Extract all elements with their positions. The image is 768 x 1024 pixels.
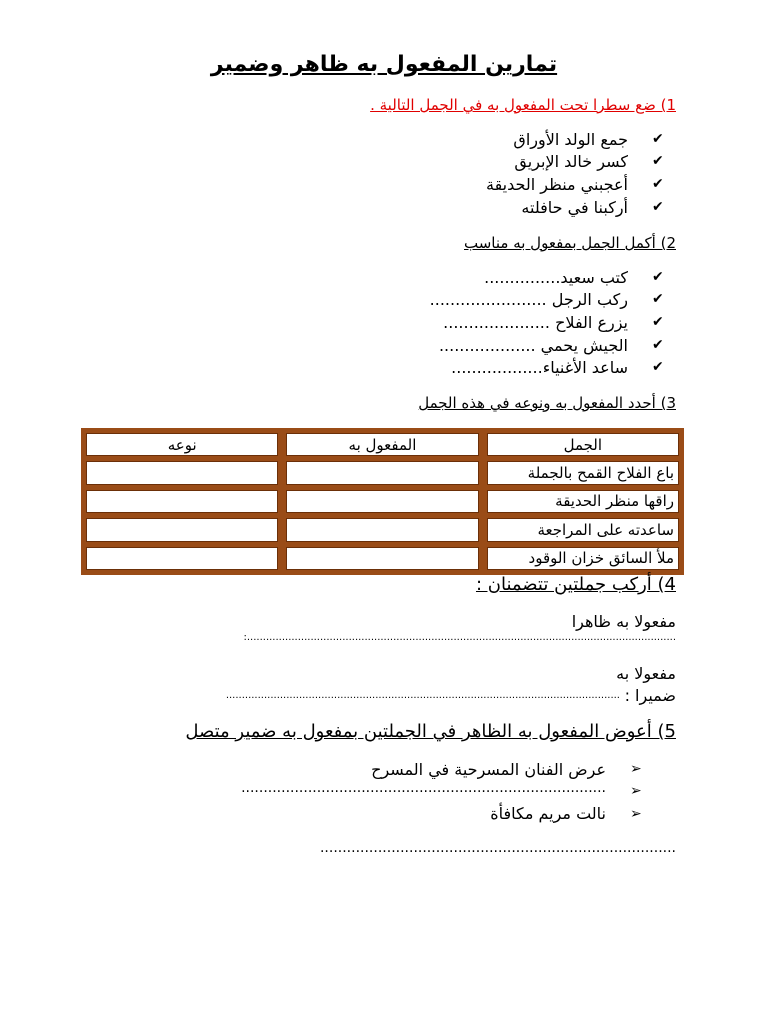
arrow-bullet-icon: ➢: [630, 761, 642, 777]
ex4-line2-answer[interactable]: ............................................................................................................................: [225, 690, 620, 701]
check-icon: ✔: [652, 199, 664, 215]
ex4-heading: 4) أركب جملتين تتضمنان :: [475, 574, 676, 595]
ex2-item: يزرع الفلاح .....................: [443, 313, 628, 332]
ex1-item: أعجبني منظر الحديقة: [485, 175, 628, 194]
header-sentences: الجمل: [487, 433, 679, 456]
check-icon: ✔: [652, 131, 664, 147]
ex4-line1-answer[interactable]: :.......................................................................................................................................: [243, 632, 676, 643]
ex5-final-answer-line[interactable]: ................................................................................: [319, 840, 676, 856]
ex1-item: أركبنا في حافلته: [521, 198, 628, 217]
ex1-item: جمع الولد الأوراق: [513, 130, 628, 149]
check-icon: ✔: [652, 314, 664, 330]
ex5-item: عرض الفنان المسرحية في المسرح: [371, 760, 606, 779]
check-icon: ✔: [652, 153, 664, 169]
answer-cell[interactable]: [86, 518, 278, 541]
check-icon: ✔: [652, 337, 664, 353]
table-row: [86, 490, 679, 513]
sentence-cell: ساعدته على المراجعة: [487, 518, 679, 541]
answer-cell[interactable]: [286, 461, 478, 484]
ex4-line2-label-cont: ضميرا :: [624, 686, 676, 705]
ex2-item: ساعد الأغنياء..................: [451, 358, 628, 377]
answer-cell[interactable]: [286, 547, 478, 570]
header-type: نوعه: [86, 433, 278, 456]
analysis-table: [81, 428, 684, 575]
header-object: المفعول به: [286, 433, 478, 456]
ex1-heading: 1) ضع سطرا تحت المفعول به في الجمل التالية .: [370, 96, 676, 114]
ex4-line2-label: مفعولا به: [616, 664, 676, 683]
ex5-item: نالت مريم مكافأة: [490, 804, 606, 823]
table-row: [86, 461, 679, 484]
check-icon: ✔: [652, 269, 664, 285]
table-row: [86, 547, 679, 570]
check-icon: ✔: [652, 291, 664, 307]
table-header-row: [86, 433, 679, 456]
ex2-item: كتب سعيد...............: [484, 268, 628, 287]
table-row: [86, 518, 679, 541]
ex2-item: الجيش يحمي ...................: [438, 336, 628, 355]
arrow-bullet-icon: ➢: [630, 783, 642, 799]
answer-cell[interactable]: [286, 490, 478, 513]
ex2-heading: 2) أكمل الجمل بمفعول به مناسب: [464, 234, 676, 252]
ex1-item: كسر خالد الإبريق: [514, 152, 628, 171]
sentence-cell: راقها منظر الحديقة: [487, 490, 679, 513]
ex2-item: ركب الرجل .......................: [429, 290, 628, 309]
answer-cell[interactable]: [286, 518, 478, 541]
sentence-cell: ملأ السائق خزان الوقود: [487, 547, 679, 570]
arrow-bullet-icon: ➢: [630, 806, 642, 822]
sentence-cell: باع الفلاح القمح بالجملة: [487, 461, 679, 484]
ex4-line1-label: مفعولا به ظاهرا: [571, 612, 676, 631]
answer-cell[interactable]: [86, 490, 278, 513]
ex5-heading: 5) أعوض المفعول به الظاهر في الجملتين بمفعول به ضمير متصل: [185, 721, 676, 742]
check-icon: ✔: [652, 359, 664, 375]
ex3-heading: 3) أحدد المفعول به ونوعه في هذه الجمل: [418, 394, 676, 412]
answer-cell[interactable]: [86, 461, 278, 484]
answer-cell[interactable]: [86, 547, 278, 570]
check-icon: ✔: [652, 176, 664, 192]
page-title: تمارين المفعول به ظاهر وضمير: [210, 52, 558, 77]
ex5-answer-line[interactable]: ..................................................................................: [241, 780, 606, 796]
